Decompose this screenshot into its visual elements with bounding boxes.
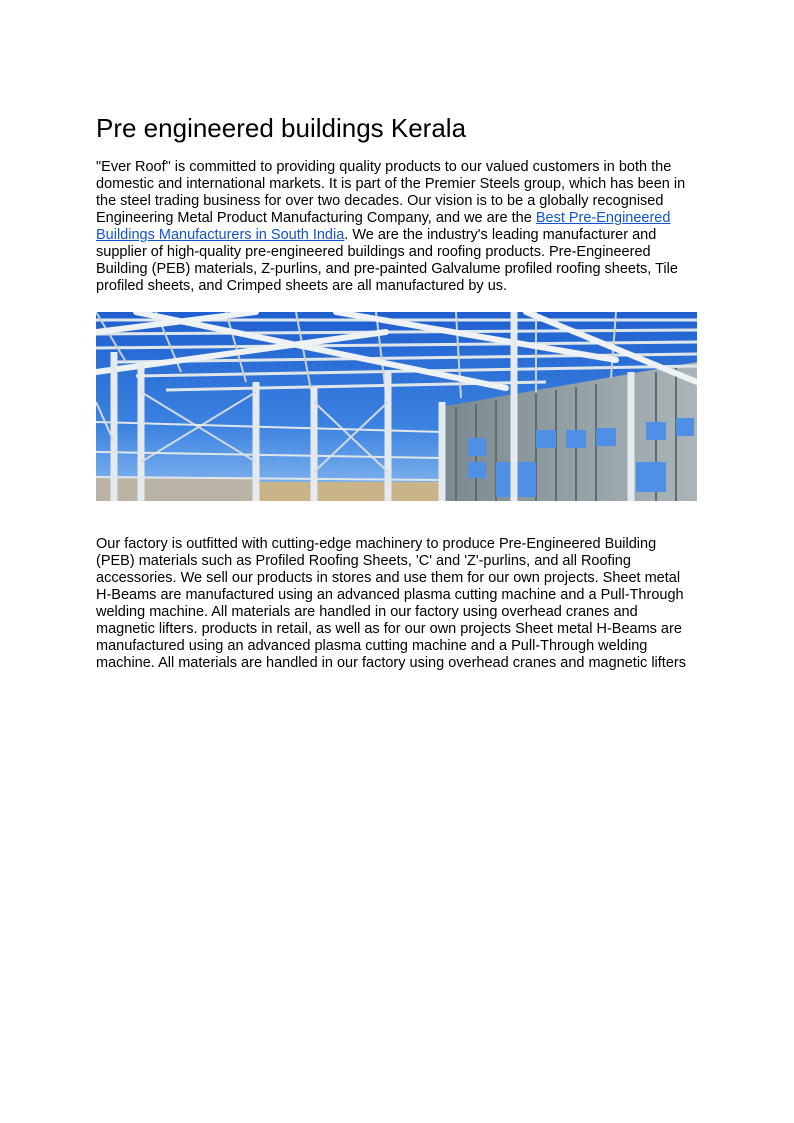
paragraph-line: accessories. We sell our products in stores and use them for our own projects. Sheet metal bbox=[96, 570, 681, 586]
paragraph-line: magnetic lifters. products in retail, as well as for our own projects Sheet metal H-Beams are bbox=[96, 621, 682, 637]
paragraph-line: Building (PEB) materials, Z-purlins, and pre-painted Galvalume profiled roofing sheets, Tile bbox=[96, 261, 678, 277]
paragraph-line: the steel trading business for over two decades. Our vision is to be a globally recognised bbox=[96, 193, 664, 209]
best-peb-manufacturers-link[interactable]: Best Pre-Engineered bbox=[535, 210, 671, 226]
paragraph-text: Engineering Metal Product Manufacturing Company, and we are the bbox=[96, 210, 536, 226]
steel-frame-building-photo bbox=[96, 312, 697, 501]
paragraph-line: (PEB) materials such as Profiled Roofing Sheets, 'C' and 'Z'-purlins, and all Roofing bbox=[96, 553, 631, 569]
best-peb-manufacturers-link-continued[interactable]: Buildings Manufacturers in South India bbox=[96, 227, 345, 243]
paragraph-line: H-Beams are manufactured using an advanced plasma cutting machine and a Pull-Through bbox=[96, 587, 684, 603]
paragraph-line: domestic and international markets. It is part of the Premier Steels group, which has been in bbox=[96, 176, 686, 192]
paragraph-line: profiled sheets, and Crimped sheets are all manufactured by us. bbox=[96, 278, 508, 294]
factory-paragraph bbox=[96, 536, 699, 672]
paragraph-line: supplier of high-quality pre-engineered buildings and roofing products. Pre-Engineered bbox=[96, 244, 651, 260]
paragraph-line: machine. All materials are handled in our factory using overhead cranes and magnetic lifters bbox=[96, 655, 686, 671]
steel-frame-building-icon bbox=[96, 312, 697, 501]
page-title: Pre engineered buildings Kerala bbox=[96, 113, 467, 143]
paragraph-line: "Ever Roof" is committed to providing quality products to our valued customers in both the bbox=[96, 159, 672, 175]
intro-paragraph bbox=[96, 159, 699, 295]
paragraph-line: welding machine. All materials are handled in our factory using overhead cranes and bbox=[96, 604, 638, 620]
paragraph-line: manufactured using an advanced plasma cutting machine and a Pull-Through welding bbox=[96, 638, 648, 654]
paragraph-line: Our factory is outfitted with cutting-edge machinery to produce Pre-Engineered Building bbox=[96, 536, 657, 552]
paragraph-text: . We are the industry's leading manufacturer and bbox=[344, 227, 657, 243]
paragraph-line-with-link bbox=[96, 227, 699, 244]
paragraph-line-with-link bbox=[96, 210, 699, 227]
